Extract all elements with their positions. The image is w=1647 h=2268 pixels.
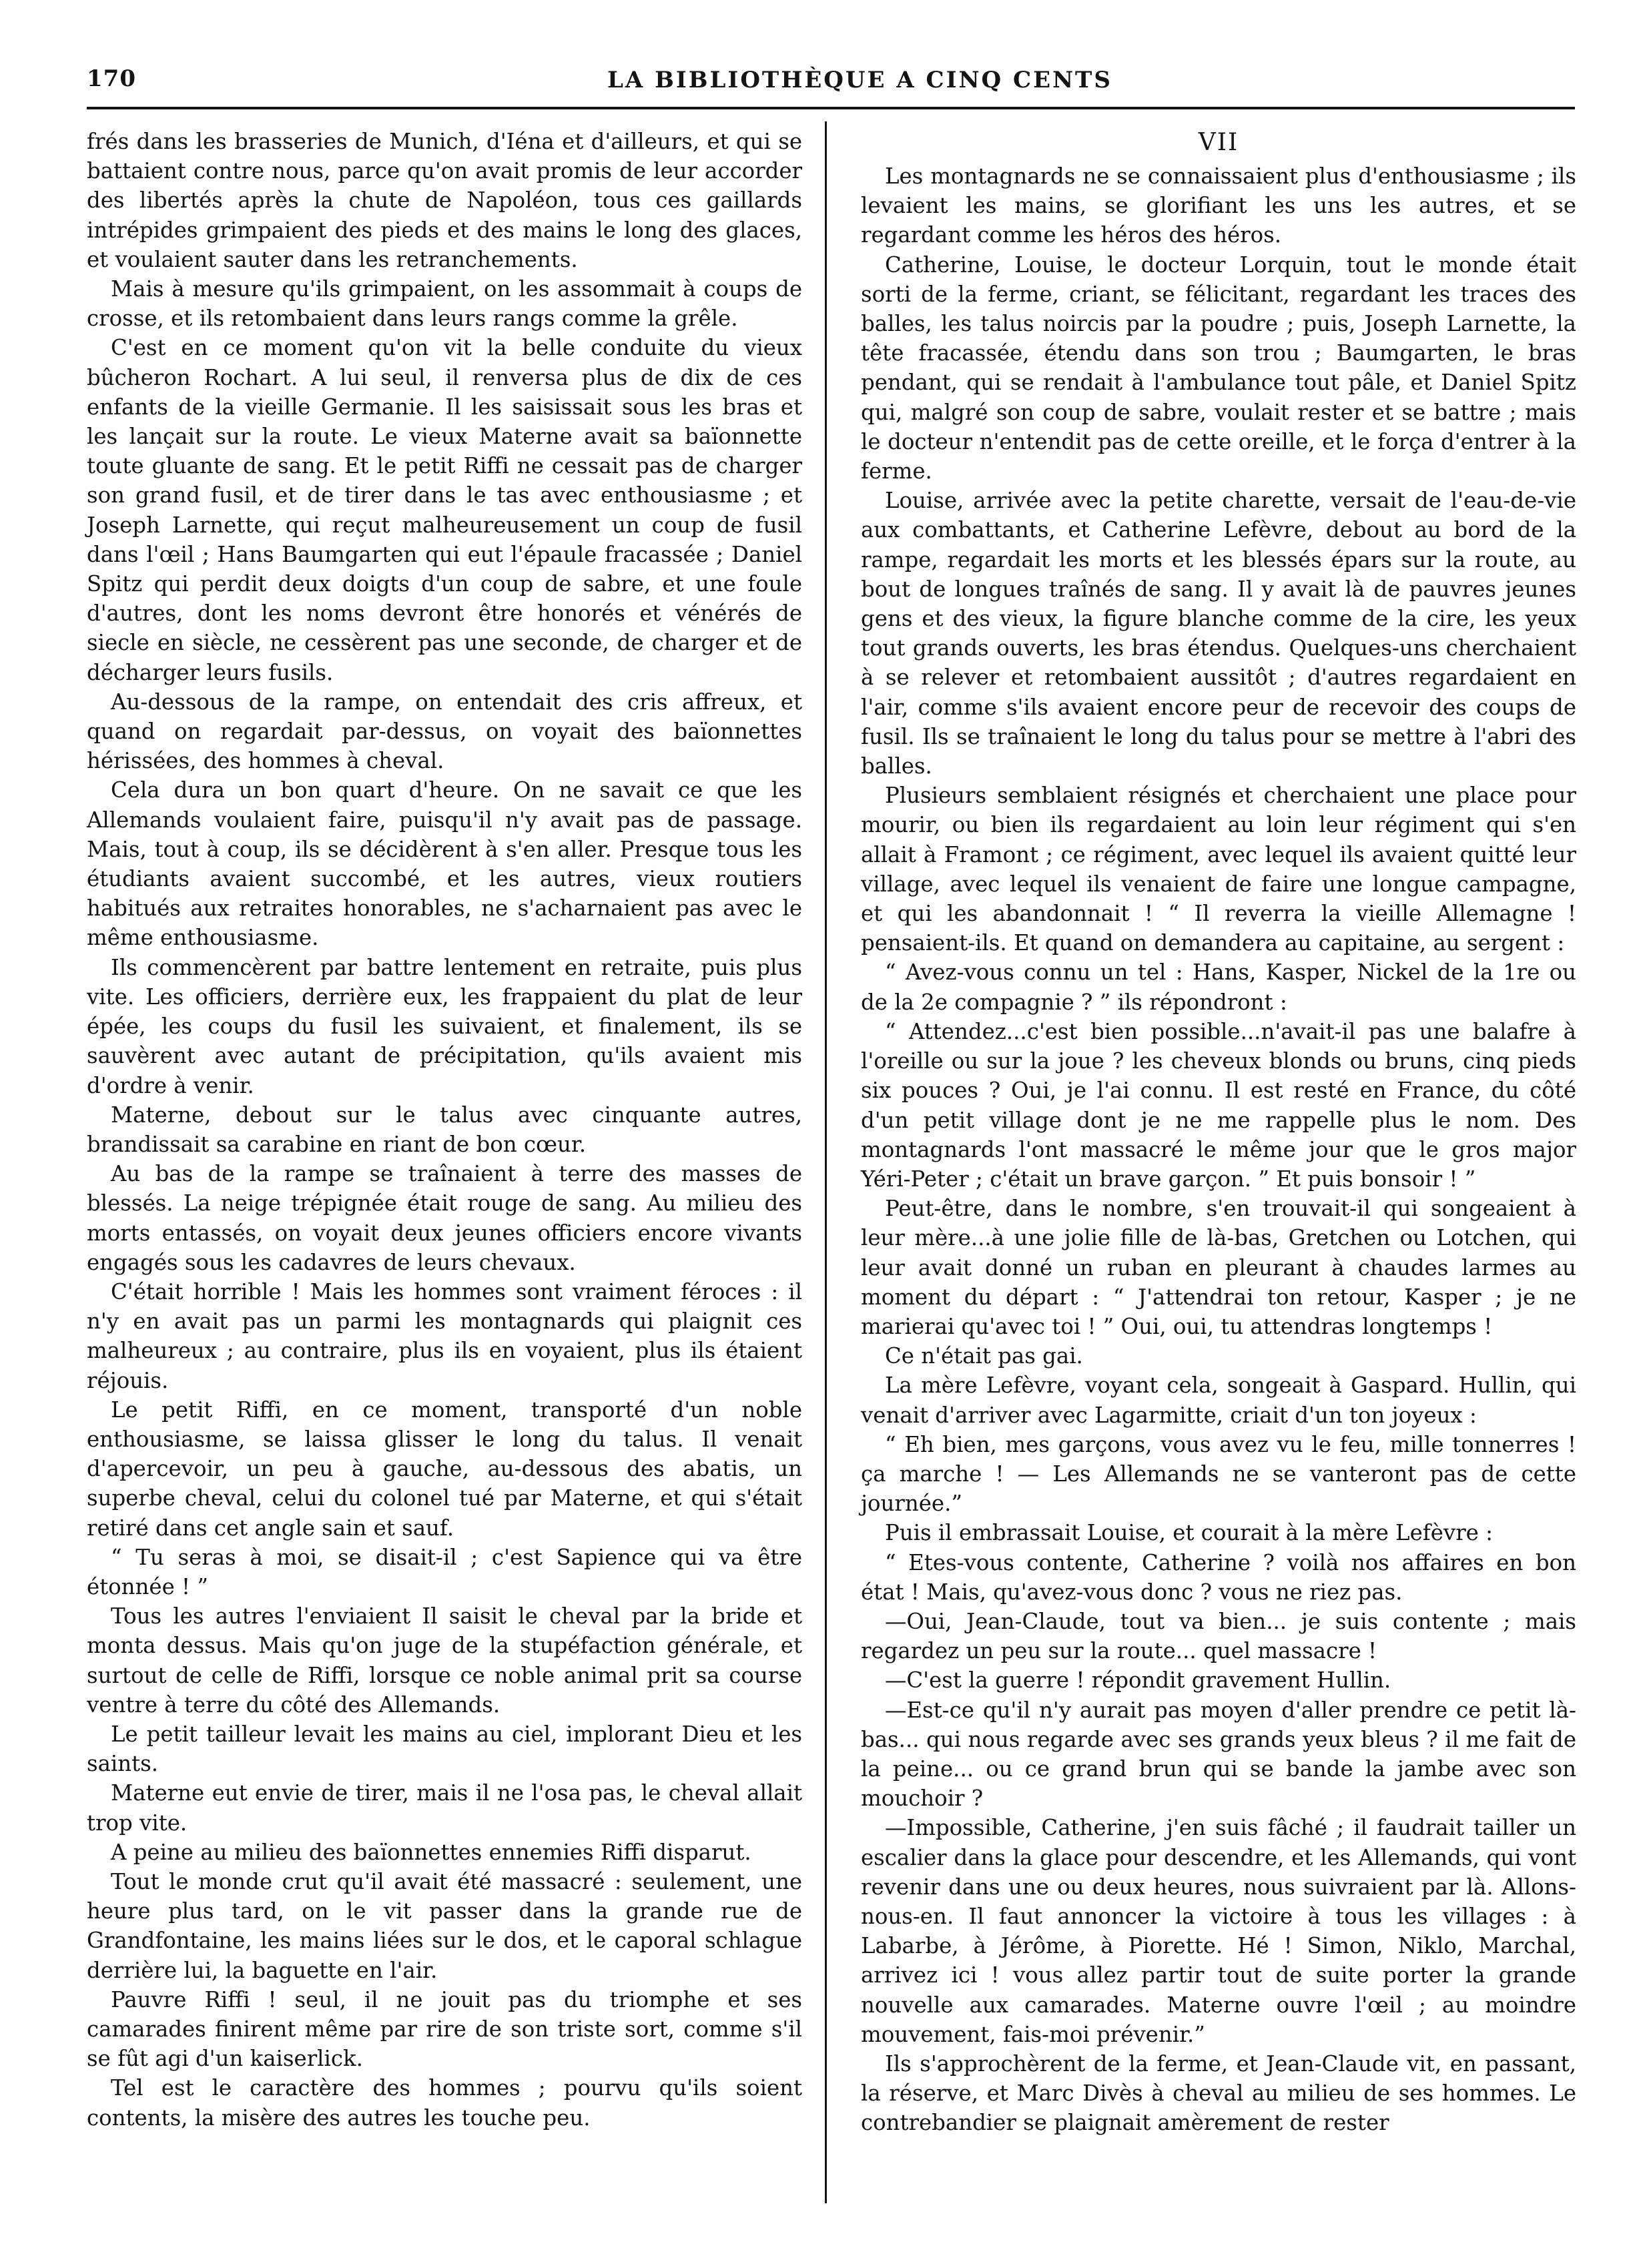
right-column xyxy=(861,127,1576,2138)
paragraph: Tout le monde crut qu'il avait été massacré : seulement, une heure plus tard, on le vit passer dans la grande rue de Grandfontaine, les mains liées sur le dos, et le caporal schlague derrière lui, la baguette en l'air. xyxy=(87,1868,802,1983)
paragraph: C'est en ce moment qu'on vit la belle conduite du vieux bûcheron Rochart. A lui seul, il renversa plus de dix de ces enfants de la vieille Germanie. Il les saisissait sous les bras et les lançait sur la route. Le vieux Materne avait sa baïonnette toute gluante de sang. Et le petit Riffi ne cessait pas de charger son grand fusil, et de tirer dans le tas avec enthousiasme ; et Joseph Larnette, qui reçut malheureusement un coup de fusil dans l'œil ; Hans Baumgarten qui eut l'épaule fracassée ; Daniel Spitz qui perdit deux doigts d'un coup de sabre, et une foule d'autres, dont les noms devront être honorés et vénérés de siecle en siècle, ne cessèrent pas une seconde, de charger et de décharger leurs fusils. xyxy=(87,335,802,685)
running-title: LA BIBLIOTHÈQUE A CINQ CENTS xyxy=(607,67,1112,93)
chapter-heading: VII xyxy=(1198,129,1239,156)
paragraph: Ils s'approchèrent de la ferme, et Jean-Claude vit, en passant, la réserve, et Marc Divès à cheval au milieu de ses hommes. Le contrebandier se plaignait amèrement de rester xyxy=(861,2051,1576,2136)
paragraph: La mère Lefèvre, voyant cela, songeait à Gaspard. Hullin, qui venait d'arriver avec Lagarmitte, criait d'un ton joyeux : xyxy=(861,1373,1576,1428)
paragraph: Mais à mesure qu'ils grimpaient, on les assommait à coups de crosse, et ils retombaient dans leurs rangs comme la grêle. xyxy=(87,276,802,332)
paragraph: Materne, debout sur le talus avec cinquante autres, brandissait sa carabine en riant de bon cœur. xyxy=(87,1102,802,1157)
paragraph: “ Eh bien, mes garçons, vous avez vu le feu, mille tonnerres ! ça marche ! — Les Allemands ne se vanteront pas de cette journée.” xyxy=(861,1431,1576,1517)
paragraph: Louise, arrivée avec la petite charette, versait de l'eau-de-vie aux combattants, et Catherine Lefèvre, debout au bord de la rampe, regardait les morts et les blessés épars sur la route, au bout de longues traînés de sang. Il y avait là de pauvres jeunes gens et des vieux, la figure blanche comme de la cire, les yeux tout grands ouverts, les bras étendus. Quelques-uns cherchaient à se relever et retombaient aussitôt ; d'autres regardaient en l'air, comme s'ils avaient encore peur de recevoir des coups de fusil. Ils se traînaient le long du talus pour se mettre à l'abri des balles. xyxy=(861,488,1576,779)
column-rule xyxy=(825,121,827,2203)
paragraph: “ Avez-vous connu un tel : Hans, Kasper, Nickel de la 1re ou de la 2e compagnie ? ” ils répondront : xyxy=(861,960,1576,1015)
paragraph: frés dans les brasseries de Munich, d'Iéna et d'ailleurs, et qui se battaient contre nous, parce qu'on avait promis de leur accorder des libertés après la chute de Napoléon, tous ces gaillards intrépides grimpaient des pieds et des mains le long des glaces, et voulaient sauter dans les retranchements. xyxy=(87,129,802,272)
paragraph: Catherine, Louise, le docteur Lorquin, tout le monde était sorti de la ferme, criant, se félicitant, regardant les traces des balles, les talus noircis par la poudre ; puis, Joseph Larnette, la tête fracassée, étendu dans son trou ; Baumgarten, le bras pendant, qui se rendait à l'ambulance tout pâle, et Daniel Spitz qui, malgré son coup de sabre, voulait rester et se battre ; mais le docteur n'entendit pas de cette oreille, et le força d'entrer à la ferme. xyxy=(861,252,1576,484)
paragraph: Ce n'était pas gai. xyxy=(885,1343,1083,1369)
paragraph: Tous les autres l'enviaient Il saisit le cheval par la bride et monta dessus. Mais qu'on juge de la stupéfaction générale, et surtout de celle de Riffi, lorsque ce noble animal prit sa course ventre à terre du côté des Allemands. xyxy=(87,1603,802,1718)
paragraph: Le petit Riffi, en ce moment, transporté d'un noble enthousiasme, se laissa glisser le long du talus. Il venait d'apercevoir, un peu à gauche, au-dessous des abatis, un superbe cheval, celui du colonel tué par Materne, et qui s'était retiré dans cet angle sain et sauf. xyxy=(87,1397,802,1541)
page-header xyxy=(87,65,1575,100)
paragraph: “ Attendez...c'est bien possible...n'avait-il pas une balafre à l'oreille ou sur la joue ? les cheveux blonds ou bruns, cinq pieds six pouces ? Oui, je l'ai connu. Il est resté en France, du côté d'un petit village dont je ne me rappelle plus le nom. Des montagnards l'ont massacré le même jour que le gros major Yéri-Peter ; c'était un brave garçon. ” Et puis bonsoir ! ” xyxy=(861,1018,1576,1192)
header-rule xyxy=(87,107,1575,109)
paragraph: Pauvre Riffi ! seul, il ne jouit pas du triomphe et ses camarades finirent même par rire de son triste sort, comme s'il se fût agi d'un kaiserlick. xyxy=(87,1986,802,2072)
paragraph: A peine au milieu des baïonnettes ennemies Riffi disparut. xyxy=(111,1839,751,1865)
paragraph: “ Tu seras à moi, se disait-il ; c'est Sapience qui va être étonnée ! ” xyxy=(87,1544,802,1599)
paragraph: Tel est le caractère des hommes ; pourvu qu'ils soient contents, la misère des autres les touche peu. xyxy=(87,2075,802,2131)
paragraph: C'était horrible ! Mais les hommes sont vraiment féroces : il n'y en avait pas un parmi les montagnards qui plaignit ces malheureux ; au contraire, plus ils en voyaient, plus ils étaient réjouis. xyxy=(87,1278,802,1393)
page-number: 170 xyxy=(87,65,136,92)
paragraph: —Est-ce qu'il n'y aurait pas moyen d'aller prendre ce petit là-bas... qui nous regarde avec ses grands yeux bleus ? il me fait de la peine... ou ce grand brun qui se bande la jambe avec son mouchoir ? xyxy=(861,1697,1576,1812)
paragraph: Le petit tailleur levait les mains au ciel, implorant Dieu et les saints. xyxy=(87,1721,802,1777)
paragraph: Cela dura un bon quart d'heure. On ne savait ce que les Allemands voulaient faire, puisqu'il n'y avait pas de passage. Mais, tout à coup, ils se décidèrent à s'en aller. Presque tous les étudiants avaient succombé, et les autres, vieux routiers habitués aux retraites honorables, ne s'acharnaient pas avec le même enthousiasme. xyxy=(87,777,802,951)
paragraph: Les montagnards ne se connaissaient plus d'enthousiasme ; ils levaient les mains, se glorifiant les uns les autres, et se regardant comme les héros des héros. xyxy=(861,163,1576,248)
paragraph: “ Etes-vous contente, Catherine ? voilà nos affaires en bon état ! Mais, qu'avez-vous donc ? vous ne riez pas. xyxy=(861,1549,1576,1605)
paragraph: —Impossible, Catherine, j'en suis fâché ; il faudrait tailler un escalier dans la glace pour descendre, et les Allemands, qui vont revenir dans une ou deux heures, nous suivraient par là. Allons-nous-en. Il faut annoncer la victoire à tous les villages : à Labarbe, à Jérôme, à Piorette. Hé ! Simon, Niklo, Marchal, arrivez ici ! vous allez partir tout de suite porter la grande nouvelle aux camarades. Materne ouvre l'œil ; au moindre mouvement, fais-moi prévenir.” xyxy=(861,1815,1576,2047)
left-column xyxy=(87,127,802,2133)
paragraph: Ils commencèrent par battre lentement en retraite, puis plus vite. Les officiers, derrière eux, les frappaient du plat de leur épée, les coups du fusil les suivaient, et finalement, ils se sauvèrent avec autant de précipitation, qu'ils avaient mis d'ordre à venir. xyxy=(87,954,802,1098)
paragraph: Plusieurs semblaient résignés et cherchaient une place pour mourir, ou bien ils regardaient au loin leur régiment qui s'en allait à Framont ; ce régiment, avec lequel ils avaient quitté leur village, avec lequel ils venaient de faire une longue campagne, et qui les abandonnait ! “ Il reverra la vieille Allemagne ! pensaient-ils. Et quand on demandera au capitaine, au sergent : xyxy=(861,783,1576,956)
paragraph: —Oui, Jean-Claude, tout va bien... je suis contente ; mais regardez un peu sur la route... quel massacre ! xyxy=(861,1608,1576,1664)
paragraph: Puis il embrassait Louise, et courait à la mère Lefèvre : xyxy=(885,1520,1494,1546)
paragraph: Au bas de la rampe se traînaient à terre des masses de blessés. La neige trépignée était rouge de sang. Au milieu des morts entassés, on voyait deux jeunes officiers encore vivants engagés sous les cadavres de leurs chevaux. xyxy=(87,1161,802,1275)
paragraph: Peut-être, dans le nombre, s'en trouvait-il qui songeaient à leur mère...à une jolie fille de là-bas, Gretchen ou Lotchen, qui leur avait donné un ruban en pleurant à chaudes larmes au moment du départ : “ J'attendrai ton retour, Kasper ; je ne marierai qu'avec toi ! ” Oui, oui, tu attendras longtemps ! xyxy=(861,1196,1576,1339)
paragraph: —C'est la guerre ! répondit gravement Hullin. xyxy=(885,1667,1391,1693)
paragraph: Au-dessous de la rampe, on entendait des cris affreux, et quand on regardait par-dessus, on voyait des baïonnettes hérissées, des hommes à cheval. xyxy=(87,689,802,774)
paragraph: Materne eut envie de tirer, mais il ne l'osa pas, le cheval allait trop vite. xyxy=(87,1780,802,1836)
